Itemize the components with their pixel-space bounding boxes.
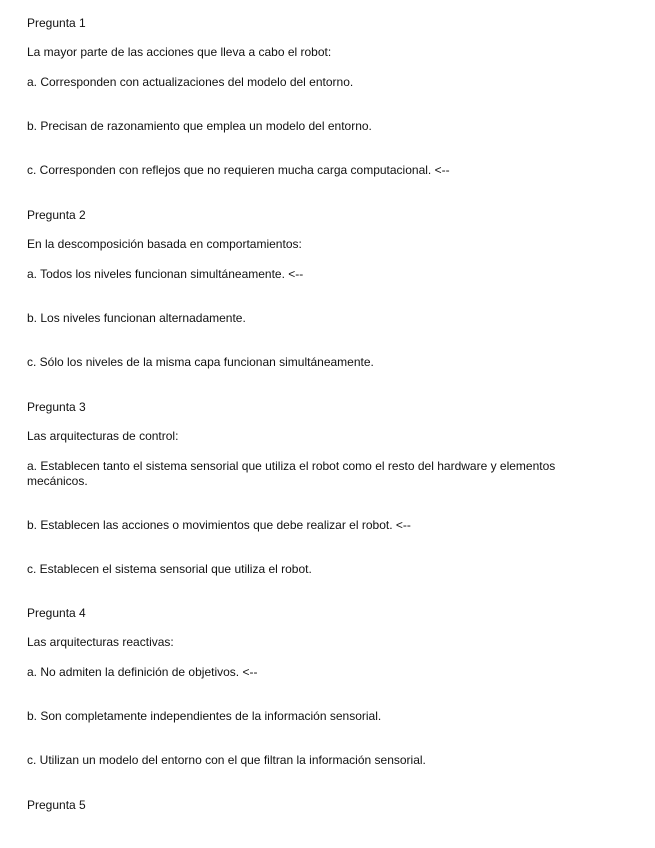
question-2: [27, 208, 617, 369]
question-title: Pregunta 3: [27, 400, 86, 414]
question-stem: Las arquitecturas reactivas:: [27, 635, 174, 649]
question-title: Pregunta 1: [27, 16, 86, 30]
question-1: [27, 16, 617, 177]
answer-option-b: b. Los niveles funcionan alternadamente.: [27, 311, 246, 325]
answer-option-b: b. Precisan de razonamiento que emplea un modelo del entorno.: [27, 119, 372, 133]
question-title: Pregunta 5: [27, 798, 86, 812]
question-5: [27, 798, 617, 813]
question-stem: En la descomposición basada en comportamientos:: [27, 237, 302, 251]
answer-option-c: c. Utilizan un modelo del entorno con el que filtran la información sensorial.: [27, 753, 426, 767]
question-3: [27, 400, 617, 576]
answer-option-a: a. Corresponden con actualizaciones del modelo del entorno.: [27, 75, 354, 89]
answer-option-a: a. Todos los niveles funcionan simultáneamente. <--: [27, 267, 304, 281]
answer-option-a: a. No admiten la definición de objetivos. <--: [27, 665, 258, 679]
question-4: [27, 606, 617, 767]
answer-option-c: c. Sólo los niveles de la misma capa funcionan simultáneamente.: [27, 355, 374, 369]
question-title: Pregunta 2: [27, 208, 86, 222]
question-stem: La mayor parte de las acciones que lleva a cabo el robot:: [27, 45, 332, 59]
answer-option-b: b. Son completamente independientes de la información sensorial.: [27, 709, 382, 723]
answer-option-a: a. Establecen tanto el sistema sensorial que utiliza el robot como el resto del hardware y elementos mecánicos.: [27, 459, 556, 488]
answer-option-c: c. Corresponden con reflejos que no requieren mucha carga computacional. <--: [27, 163, 450, 177]
answer-option-c: c. Establecen el sistema sensorial que utiliza el robot.: [27, 562, 312, 576]
question-stem: Las arquitecturas de control:: [27, 429, 179, 443]
answer-option-b: b. Establecen las acciones o movimientos que debe realizar el robot. <--: [27, 518, 411, 532]
question-title: Pregunta 4: [27, 606, 86, 620]
